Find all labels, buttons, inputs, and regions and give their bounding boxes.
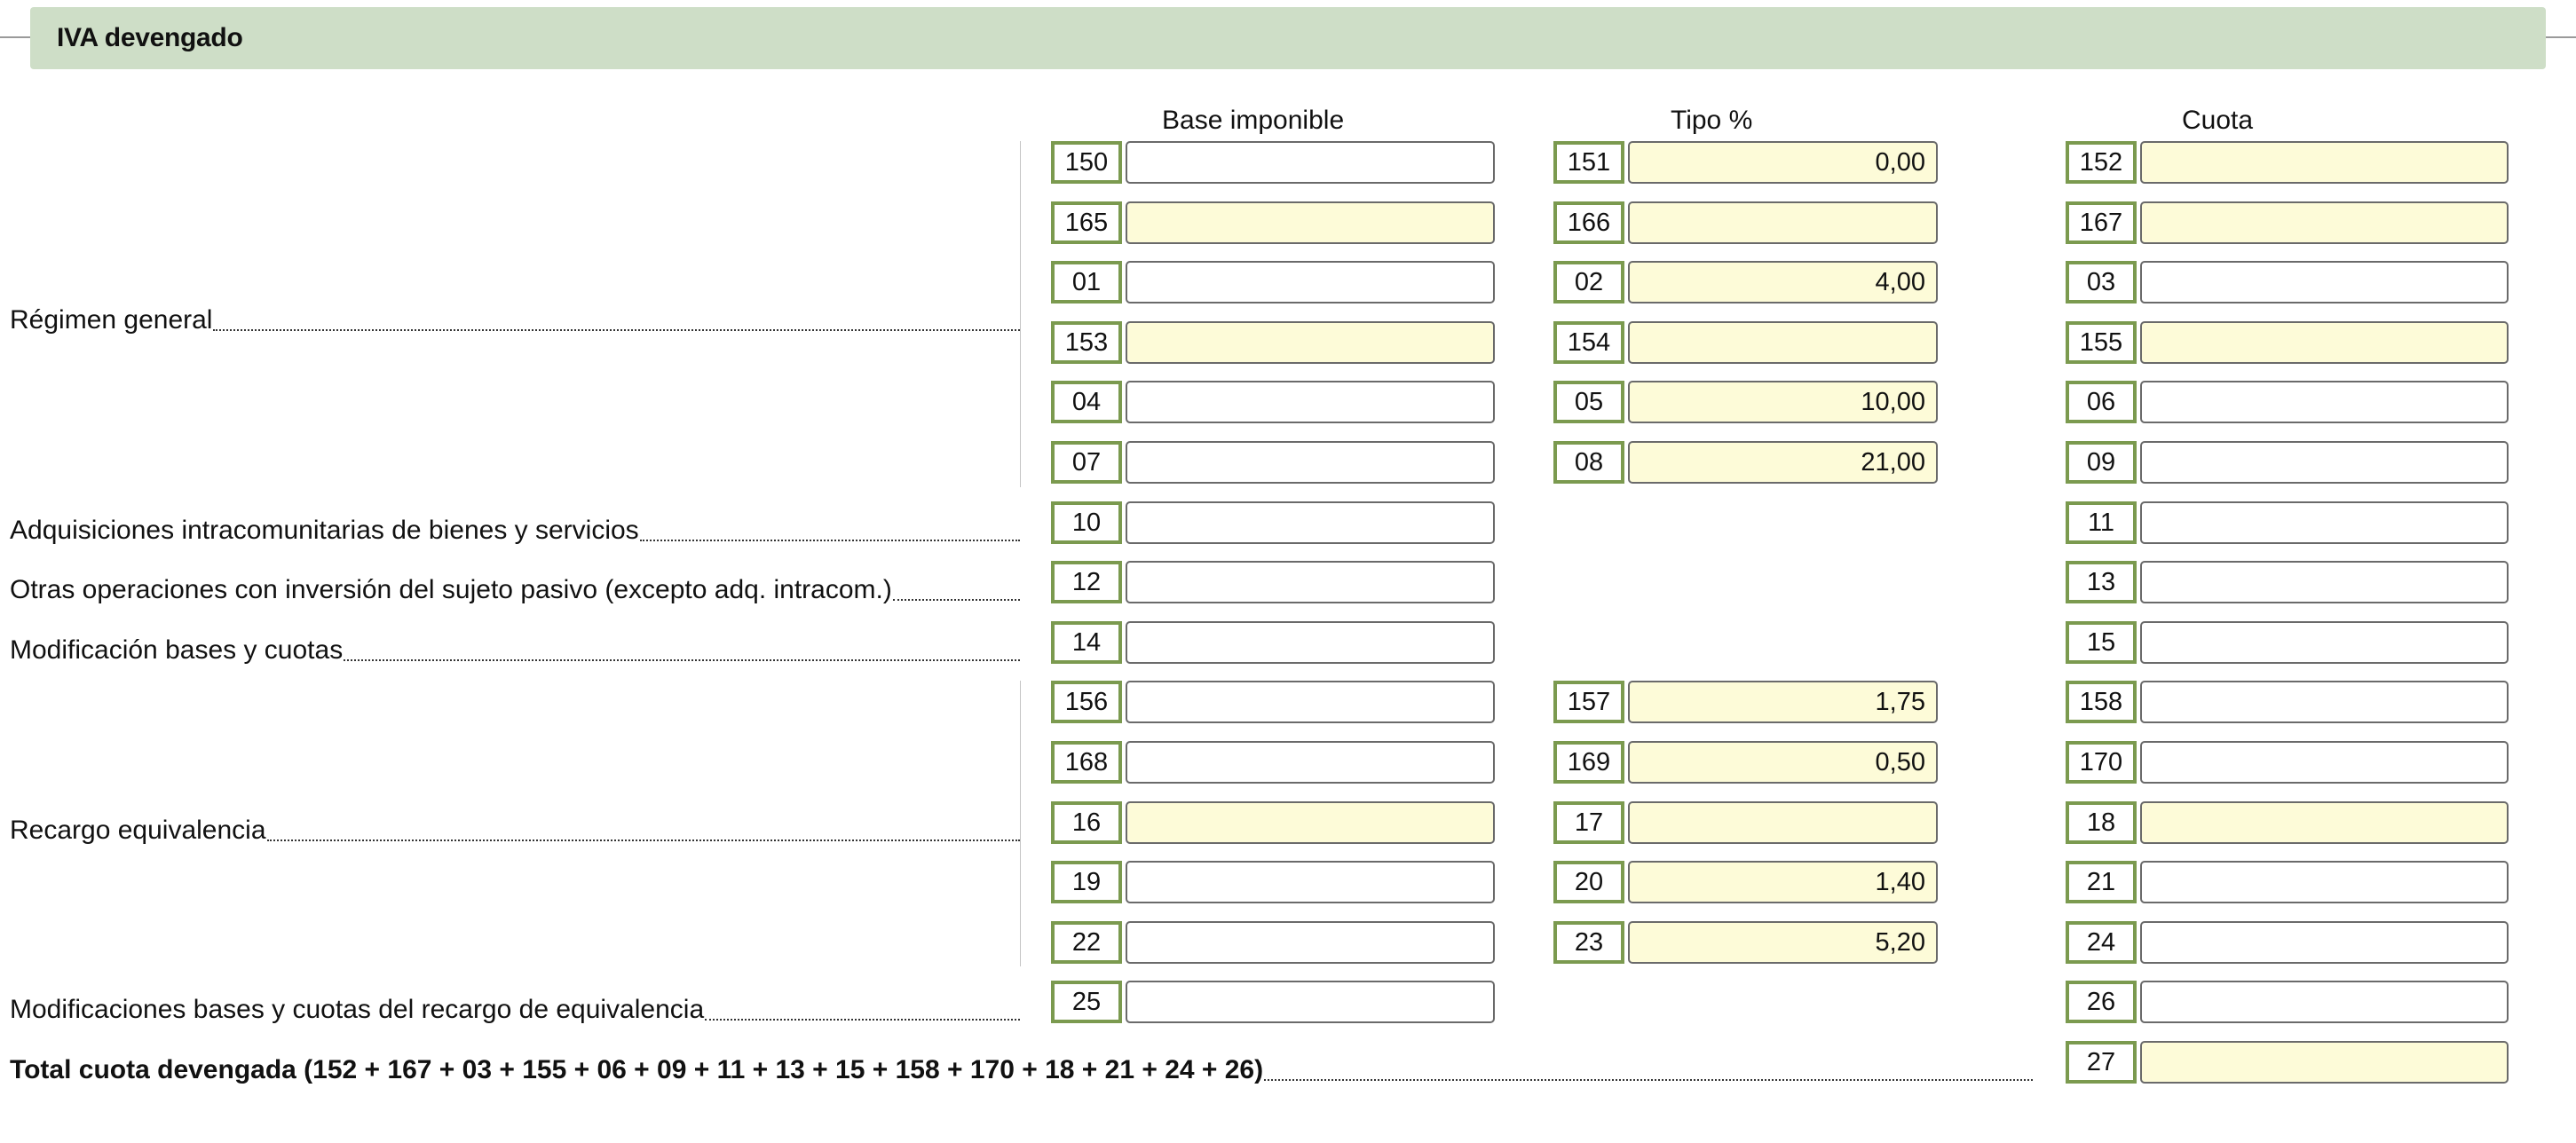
row-label bbox=[10, 989, 1020, 1025]
base-field-153[interactable] bbox=[1126, 321, 1495, 364]
row-label bbox=[10, 300, 1020, 335]
row-label bbox=[10, 570, 1020, 605]
box-code-05: 05 bbox=[1553, 381, 1624, 423]
base-field-07[interactable] bbox=[1126, 441, 1495, 484]
cuota-field-170[interactable] bbox=[2140, 741, 2509, 784]
box-code-168: 168 bbox=[1051, 741, 1122, 784]
group-bracket bbox=[1020, 141, 1021, 487]
tipo-field-05[interactable]: 10,00 bbox=[1628, 381, 1938, 423]
box-code-19: 19 bbox=[1051, 861, 1122, 903]
box-code-01: 01 bbox=[1051, 261, 1122, 303]
row-label bbox=[10, 810, 1020, 846]
box-code-07: 07 bbox=[1051, 441, 1122, 484]
box-code-03: 03 bbox=[2066, 261, 2137, 303]
tipo-field-157[interactable]: 1,75 bbox=[1628, 681, 1938, 723]
box-code-02: 02 bbox=[1553, 261, 1624, 303]
base-field-04[interactable] bbox=[1126, 381, 1495, 423]
box-code-154: 154 bbox=[1553, 321, 1624, 364]
box-code-12: 12 bbox=[1051, 561, 1122, 603]
box-code-153: 153 bbox=[1051, 321, 1122, 364]
row-label bbox=[10, 510, 1020, 546]
box-code-18: 18 bbox=[2066, 801, 2137, 844]
tipo-field-169[interactable]: 0,50 bbox=[1628, 741, 1938, 784]
column-header-cuota: Cuota bbox=[2182, 106, 2254, 135]
cuota-field-21[interactable] bbox=[2140, 861, 2509, 903]
cuota-field-18[interactable] bbox=[2140, 801, 2509, 844]
cuota-field-27[interactable] bbox=[2140, 1041, 2509, 1084]
dotted-leader bbox=[267, 840, 1020, 841]
cuota-field-11[interactable] bbox=[2140, 501, 2509, 544]
tipo-field-154[interactable] bbox=[1628, 321, 1938, 364]
cuota-field-13[interactable] bbox=[2140, 561, 2509, 603]
box-code-15: 15 bbox=[2066, 621, 2137, 664]
base-field-12[interactable] bbox=[1126, 561, 1495, 603]
base-field-14[interactable] bbox=[1126, 621, 1495, 664]
box-code-13: 13 bbox=[2066, 561, 2137, 603]
box-code-17: 17 bbox=[1553, 801, 1624, 844]
cuota-field-03[interactable] bbox=[2140, 261, 2509, 303]
cuota-field-09[interactable] bbox=[2140, 441, 2509, 484]
tipo-field-02[interactable]: 4,00 bbox=[1628, 261, 1938, 303]
box-code-165: 165 bbox=[1051, 201, 1122, 244]
tipo-field-08[interactable]: 21,00 bbox=[1628, 441, 1938, 484]
base-field-165[interactable] bbox=[1126, 201, 1495, 244]
box-code-11: 11 bbox=[2066, 501, 2137, 544]
box-code-155: 155 bbox=[2066, 321, 2137, 364]
tipo-field-17[interactable] bbox=[1628, 801, 1938, 844]
box-code-158: 158 bbox=[2066, 681, 2137, 723]
row-label-text: Recargo equivalencia bbox=[10, 816, 266, 845]
column-header-base: Base imponible bbox=[1162, 106, 1345, 135]
base-field-16[interactable] bbox=[1126, 801, 1495, 844]
row-label-text: Adquisiciones intracomunitarias de bienes y servicios bbox=[10, 516, 639, 545]
box-code-23: 23 bbox=[1553, 921, 1624, 964]
dotted-leader bbox=[705, 1019, 1020, 1021]
box-code-152: 152 bbox=[2066, 141, 2137, 184]
box-code-14: 14 bbox=[1051, 621, 1122, 664]
base-field-25[interactable] bbox=[1126, 981, 1495, 1023]
box-code-06: 06 bbox=[2066, 381, 2137, 423]
column-header-tipo: Tipo % bbox=[1671, 106, 1753, 135]
box-code-170: 170 bbox=[2066, 741, 2137, 784]
box-code-20: 20 bbox=[1553, 861, 1624, 903]
box-code-25: 25 bbox=[1051, 981, 1122, 1023]
tipo-field-166[interactable] bbox=[1628, 201, 1938, 244]
row-label bbox=[10, 630, 1020, 666]
box-code-150: 150 bbox=[1051, 141, 1122, 184]
cuota-field-06[interactable] bbox=[2140, 381, 2509, 423]
base-field-156[interactable] bbox=[1126, 681, 1495, 723]
base-field-22[interactable] bbox=[1126, 921, 1495, 964]
box-code-09: 09 bbox=[2066, 441, 2137, 484]
box-code-27: 27 bbox=[2066, 1041, 2137, 1084]
cuota-field-158[interactable] bbox=[2140, 681, 2509, 723]
dotted-leader bbox=[344, 659, 1020, 661]
dotted-leader bbox=[893, 599, 1020, 601]
cuota-field-26[interactable] bbox=[2140, 981, 2509, 1023]
tipo-field-151[interactable]: 0,00 bbox=[1628, 141, 1938, 184]
cuota-field-152[interactable] bbox=[2140, 141, 2509, 184]
tipo-field-20[interactable]: 1,40 bbox=[1628, 861, 1938, 903]
box-code-08: 08 bbox=[1553, 441, 1624, 484]
box-code-22: 22 bbox=[1051, 921, 1122, 964]
row-label-text: Régimen general bbox=[10, 305, 213, 335]
cuota-field-24[interactable] bbox=[2140, 921, 2509, 964]
cuota-field-155[interactable] bbox=[2140, 321, 2509, 364]
row-label-text: Otras operaciones con inversión del sujeto pasivo (excepto adq. intracom.) bbox=[10, 575, 892, 604]
box-code-24: 24 bbox=[2066, 921, 2137, 964]
box-code-167: 167 bbox=[2066, 201, 2137, 244]
dotted-leader bbox=[1264, 1079, 2033, 1081]
row-label-text: Total cuota devengada (152 + 167 + 03 + 155 + 06 + 09 + 11 + 13 + 15 + 158 + 170 + 18 + 21 + 24 + 26) bbox=[10, 1055, 1264, 1084]
box-code-16: 16 bbox=[1051, 801, 1122, 844]
box-code-157: 157 bbox=[1553, 681, 1624, 723]
group-bracket bbox=[1020, 681, 1021, 966]
box-code-10: 10 bbox=[1051, 501, 1122, 544]
tipo-field-23[interactable]: 5,20 bbox=[1628, 921, 1938, 964]
base-field-10[interactable] bbox=[1126, 501, 1495, 544]
cuota-field-15[interactable] bbox=[2140, 621, 2509, 664]
cuota-field-167[interactable] bbox=[2140, 201, 2509, 244]
box-code-166: 166 bbox=[1553, 201, 1624, 244]
box-code-21: 21 bbox=[2066, 861, 2137, 903]
box-code-156: 156 bbox=[1051, 681, 1122, 723]
dotted-leader bbox=[213, 329, 1020, 331]
box-code-26: 26 bbox=[2066, 981, 2137, 1023]
box-code-169: 169 bbox=[1553, 741, 1624, 784]
row-label-text: Modificaciones bases y cuotas del recargo de equivalencia bbox=[10, 995, 705, 1024]
row-label-text: Modificación bases y cuotas bbox=[10, 635, 344, 665]
base-field-150[interactable] bbox=[1126, 141, 1495, 184]
row-label bbox=[10, 1050, 2033, 1085]
section-header: IVA devengado bbox=[30, 7, 2546, 69]
dotted-leader bbox=[640, 540, 1020, 541]
base-field-168[interactable] bbox=[1126, 741, 1495, 784]
base-field-01[interactable] bbox=[1126, 261, 1495, 303]
box-code-04: 04 bbox=[1051, 381, 1122, 423]
box-code-151: 151 bbox=[1553, 141, 1624, 184]
base-field-19[interactable] bbox=[1126, 861, 1495, 903]
